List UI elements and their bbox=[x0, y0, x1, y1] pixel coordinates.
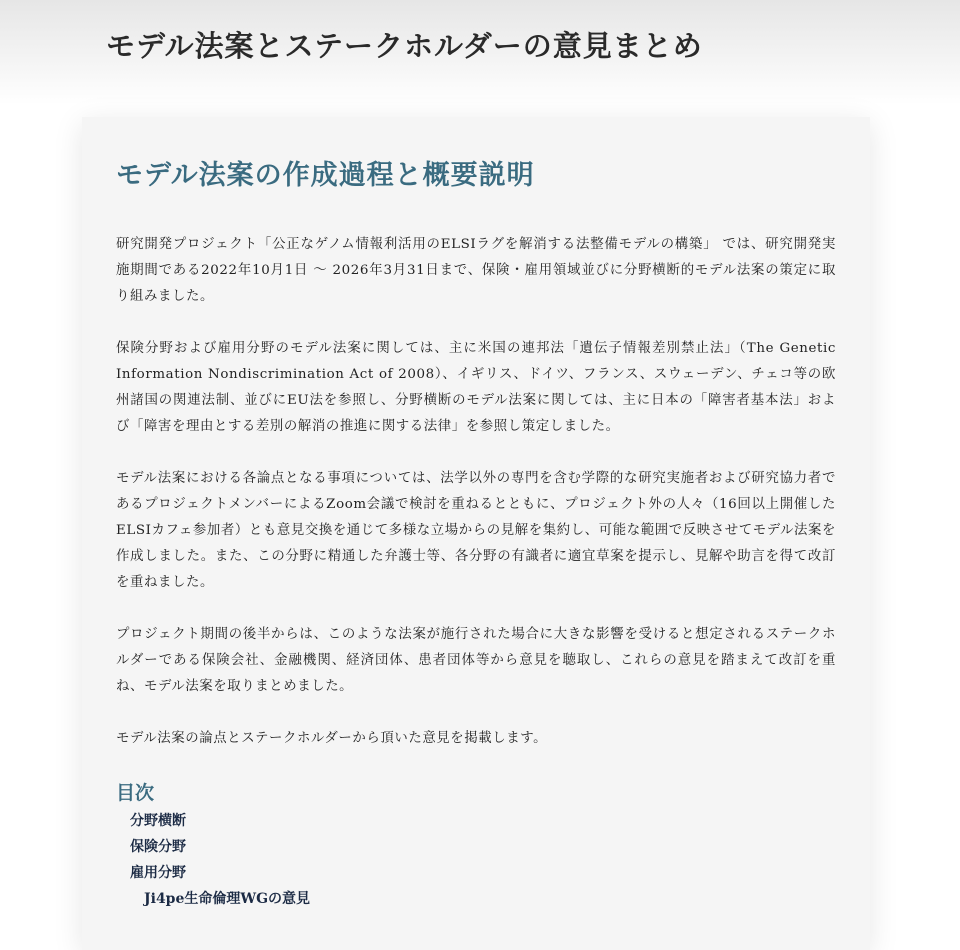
toc-link-cross-sector[interactable]: 分野横断 bbox=[130, 813, 186, 829]
paragraph-intro: 研究開発プロジェクト「公正なゲノム情報利活用のELSIラグを解消する法整備モデルの構築」 では、研究開発実施期間である2022年10月1日 〜 2026年3月31日まで、保険・雇用領域並びに分野横断的モデル法案の策定に取り組みました。 bbox=[116, 237, 836, 304]
toc-heading: 目次 bbox=[116, 782, 155, 804]
paragraph-summary: モデル法案の論点とステークホルダーから頂いた意見を掲載します。 bbox=[116, 731, 548, 746]
page-title: モデル法案とステークホルダーの意見まとめ bbox=[106, 29, 703, 63]
content-card bbox=[82, 117, 870, 950]
paragraph-stakeholders: プロジェクト期間の後半からは、このような法案が施行された場合に大きな影響を受けると想定されるステークホルダーである保険会社、金融機関、経済団体、患者団体等から意見を聴取し、これらの意見を踏まえて改訂を重ね、モデル法案を取りまとめました。 bbox=[116, 627, 836, 694]
section-heading: モデル法案の作成過程と概要説明 bbox=[116, 160, 535, 191]
toc-link-employment[interactable]: 雇用分野 bbox=[130, 865, 186, 881]
toc-link-insurance[interactable]: 保険分野 bbox=[130, 839, 186, 855]
paragraph-references: 保険分野および雇用分野のモデル法案に関しては、主に米国の連邦法「遺伝子情報差別禁止法」（The Genetic Information Nondiscrimination Act of 2008）、イギリス、ドイツ、フランス、スウェーデン、チェコ等の欧州諸国の関連法制、並びにEU法を参照し、分野横断のモデル法案に関しては、主に日本の「障害者基本法」および「障害を理由とする差別の解消の推進に関する法律」を参照し策定しました。 bbox=[116, 341, 836, 434]
toc-link-ji4pe-bioethics-wg[interactable]: Ji4pe生命倫理WGの意見 bbox=[144, 891, 311, 907]
table-of-contents bbox=[116, 808, 836, 912]
paragraph-process: モデル法案における各論点となる事項については、法学以外の専門を含む学際的な研究実施者および研究協力者であるプロジェクトメンバーによるZoom会議で検討を重ねるとともに、プロジェクト外の人々（16回以上開催したELSIカフェ参加者）とも意見交換を通じて多様な立場からの見解を集約し、可能な範囲で反映させてモデル法案を作成しました。また、この分野に精通した弁護士等、各分野の有識者に適宜草案を提示し、見解や助言を得て改訂を重ねました。 bbox=[116, 471, 836, 590]
